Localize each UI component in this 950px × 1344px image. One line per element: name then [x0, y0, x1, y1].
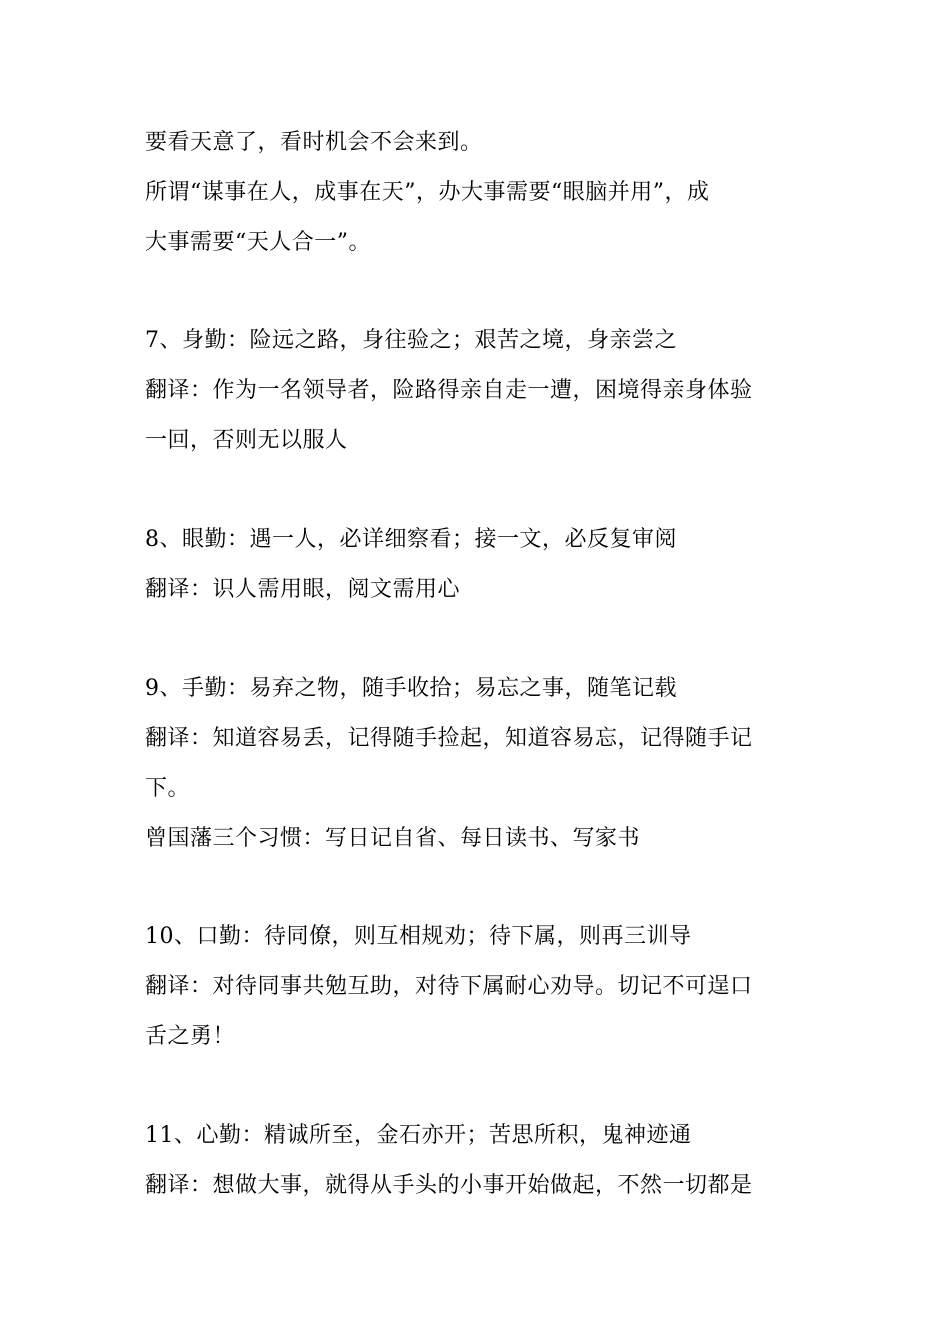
section-heading: 8、眼勤：遇一人，必详细察看；接一文，必反复审阅	[145, 527, 677, 552]
section-heading: 11、心勤：精诚所至，金石亦开；苦思所积，鬼神迹通	[145, 1123, 692, 1148]
text-line: 翻译：作为一名领导者，险路得亲自走一遭，困境得亲身体验	[145, 378, 753, 403]
text-line: 舌之勇！	[145, 1024, 236, 1049]
text-line: 一回，否则无以服人	[145, 428, 348, 453]
text-line: 大事需要“天人合一”。	[145, 230, 371, 255]
text-line: 要看天意了，看时机会不会来到。	[145, 130, 483, 155]
text-line: 翻译：对待同事共勉互助，对待下属耐心劝导。切记不可逞口	[145, 974, 753, 999]
text-line: 翻译：知道容易丢，记得随手捡起，知道容易忘，记得随手记	[145, 726, 753, 751]
text-line: 翻译：想做大事，就得从手头的小事开始做起，不然一切都是	[145, 1173, 753, 1198]
text-line: 翻译：识人需用眼，阅文需用心	[145, 577, 461, 602]
section-heading: 10、口勤：待同僚，则互相规劝；待下属，则再三训导	[145, 924, 692, 949]
text-line: 所谓“谋事在人，成事在天”，办大事需要“眼脑并用”，成	[145, 180, 710, 205]
section-heading: 7、身勤：险远之路，身往验之；艰苦之境，身亲尝之	[145, 328, 677, 353]
text-line: 下。	[145, 776, 191, 801]
section-heading: 9、手勤：易弃之物，随手收拾；易忘之事，随笔记载	[145, 676, 677, 701]
text-line: 曾国藩三个习惯：写日记自省、每日读书、写家书	[145, 826, 641, 851]
